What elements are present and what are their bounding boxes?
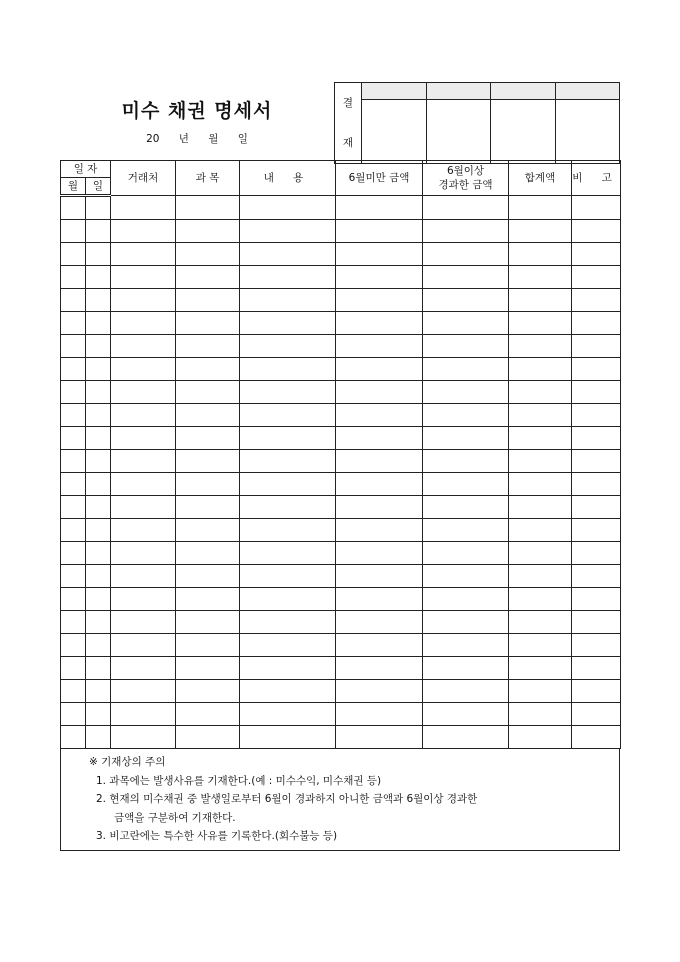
total-cell[interactable]	[509, 542, 572, 565]
content-cell[interactable]	[240, 565, 336, 588]
approval-title-cell[interactable]	[362, 83, 427, 100]
content-cell[interactable]	[240, 634, 336, 657]
table-row	[61, 611, 621, 634]
remarks-cell[interactable]	[572, 657, 621, 680]
remarks-cell[interactable]	[572, 703, 621, 726]
account-cell[interactable]	[176, 450, 240, 473]
table-row	[61, 588, 621, 611]
under-6-months-cell[interactable]	[336, 588, 423, 611]
customer-cell[interactable]	[111, 196, 176, 220]
account-cell[interactable]	[176, 266, 240, 289]
under-6-months-cell[interactable]	[336, 335, 423, 358]
account-cell[interactable]	[176, 473, 240, 496]
total-cell[interactable]	[509, 427, 572, 450]
over-6-months-cell[interactable]	[423, 289, 509, 312]
content-cell[interactable]	[240, 726, 336, 749]
content-cell[interactable]	[240, 657, 336, 680]
total-cell[interactable]	[509, 703, 572, 726]
total-cell[interactable]	[509, 473, 572, 496]
approval-sign-cell[interactable]	[426, 100, 491, 164]
month-cell[interactable]	[61, 634, 86, 657]
over-6-months-cell[interactable]	[423, 680, 509, 703]
under-6-months-cell[interactable]	[336, 266, 423, 289]
account-cell[interactable]	[176, 542, 240, 565]
remarks-cell[interactable]	[572, 680, 621, 703]
month-cell[interactable]	[61, 404, 86, 427]
remarks-cell[interactable]	[572, 358, 621, 381]
total-cell[interactable]	[509, 196, 572, 220]
table-body	[61, 196, 621, 749]
date-line: 20 년 월 일	[146, 133, 248, 145]
under-6-months-cell[interactable]	[336, 312, 423, 335]
customer-cell[interactable]	[111, 542, 176, 565]
month-cell[interactable]	[61, 381, 86, 404]
day-cell[interactable]	[86, 427, 111, 450]
over-6-months-cell[interactable]	[423, 519, 509, 542]
account-cell[interactable]	[176, 703, 240, 726]
content-cell[interactable]	[240, 703, 336, 726]
total-cell[interactable]	[509, 565, 572, 588]
under-6-months-cell[interactable]	[336, 657, 423, 680]
content-cell[interactable]	[240, 519, 336, 542]
under-6-months-cell[interactable]	[336, 519, 423, 542]
remarks-cell[interactable]	[572, 496, 621, 519]
content-cell[interactable]	[240, 680, 336, 703]
content-cell[interactable]	[240, 266, 336, 289]
over-6-months-cell[interactable]	[423, 588, 509, 611]
remarks-cell[interactable]	[572, 542, 621, 565]
customer-cell[interactable]	[111, 588, 176, 611]
remarks-cell[interactable]	[572, 404, 621, 427]
remarks-cell[interactable]	[572, 243, 621, 266]
customer-cell[interactable]	[111, 680, 176, 703]
under-6-months-cell[interactable]	[336, 634, 423, 657]
table-row	[61, 381, 621, 404]
table-row	[61, 542, 621, 565]
customer-cell[interactable]	[111, 496, 176, 519]
under-6-months-cell[interactable]	[336, 289, 423, 312]
document-header	[60, 82, 620, 160]
under-6-months-cell[interactable]	[336, 358, 423, 381]
over-6-months-cell[interactable]	[423, 427, 509, 450]
table-row	[61, 427, 621, 450]
month-cell[interactable]	[61, 657, 86, 680]
day-cell[interactable]	[86, 358, 111, 381]
account-cell[interactable]	[176, 358, 240, 381]
month-cell[interactable]	[61, 611, 86, 634]
account-cell[interactable]	[176, 289, 240, 312]
remarks-cell[interactable]	[572, 611, 621, 634]
under-6-months-cell[interactable]	[336, 703, 423, 726]
month-cell[interactable]	[61, 496, 86, 519]
content-cell[interactable]	[240, 196, 336, 220]
over-6-months-cell[interactable]	[423, 634, 509, 657]
note-item-2: 2. 현재의 미수채권 중 발생일로부터 6월이 경과하지 아니한 금액과 6월이상 경과한	[96, 793, 478, 805]
day-cell[interactable]	[86, 542, 111, 565]
customer-cell[interactable]	[111, 450, 176, 473]
remarks-cell[interactable]	[572, 335, 621, 358]
content-cell[interactable]	[240, 611, 336, 634]
content-cell[interactable]	[240, 381, 336, 404]
approval-sign-cell[interactable]	[491, 100, 556, 164]
content-cell[interactable]	[240, 404, 336, 427]
day-cell[interactable]	[86, 565, 111, 588]
header-total: 합계액	[509, 161, 572, 196]
over-6-months-cell[interactable]	[423, 381, 509, 404]
day-cell[interactable]	[86, 381, 111, 404]
month-cell[interactable]	[61, 565, 86, 588]
month-cell[interactable]	[61, 703, 86, 726]
customer-cell[interactable]	[111, 335, 176, 358]
day-cell[interactable]	[86, 220, 111, 243]
total-cell[interactable]	[509, 634, 572, 657]
remarks-cell[interactable]	[572, 289, 621, 312]
content-cell[interactable]	[240, 473, 336, 496]
customer-cell[interactable]	[111, 519, 176, 542]
remarks-cell[interactable]	[572, 726, 621, 749]
over-6-months-cell[interactable]	[423, 312, 509, 335]
header-date: 일 자	[61, 161, 111, 178]
header-account: 과 목	[176, 161, 240, 196]
day-cell[interactable]	[86, 266, 111, 289]
table-row	[61, 680, 621, 703]
content-cell[interactable]	[240, 542, 336, 565]
under-6-months-cell[interactable]	[336, 611, 423, 634]
over-6-months-cell[interactable]	[423, 473, 509, 496]
approval-label-top: 결	[342, 97, 354, 109]
total-cell[interactable]	[509, 519, 572, 542]
approval-title-cell[interactable]	[555, 83, 620, 100]
remarks-cell[interactable]	[572, 427, 621, 450]
table-row	[61, 703, 621, 726]
header-over-6-months-line1: 6월이상	[446, 165, 485, 177]
header-remarks: 비 고	[572, 161, 621, 196]
total-cell[interactable]	[509, 220, 572, 243]
month-cell[interactable]	[61, 335, 86, 358]
header-content: 내 용	[240, 161, 336, 196]
day-cell[interactable]	[86, 450, 111, 473]
remarks-cell[interactable]	[572, 450, 621, 473]
month-cell[interactable]	[61, 289, 86, 312]
day-cell[interactable]	[86, 496, 111, 519]
customer-cell[interactable]	[111, 657, 176, 680]
total-cell[interactable]	[509, 611, 572, 634]
month-cell[interactable]	[61, 312, 86, 335]
document-sheet	[60, 82, 620, 851]
over-6-months-cell[interactable]	[423, 404, 509, 427]
day-cell[interactable]	[86, 289, 111, 312]
account-cell[interactable]	[176, 243, 240, 266]
month-cell[interactable]	[61, 680, 86, 703]
under-6-months-cell[interactable]	[336, 473, 423, 496]
day-cell[interactable]	[86, 404, 111, 427]
header-month: 월	[61, 178, 86, 196]
month-cell[interactable]	[61, 243, 86, 266]
day-cell[interactable]	[86, 519, 111, 542]
table-row	[61, 335, 621, 358]
account-cell[interactable]	[176, 427, 240, 450]
receivables-table	[60, 160, 621, 749]
header-day: 일	[86, 178, 111, 196]
remarks-cell[interactable]	[572, 519, 621, 542]
under-6-months-cell[interactable]	[336, 381, 423, 404]
content-cell[interactable]	[240, 450, 336, 473]
table-row	[61, 358, 621, 381]
customer-cell[interactable]	[111, 726, 176, 749]
remarks-cell[interactable]	[572, 588, 621, 611]
under-6-months-cell[interactable]	[336, 565, 423, 588]
day-cell[interactable]	[86, 588, 111, 611]
total-cell[interactable]	[509, 450, 572, 473]
account-cell[interactable]	[176, 220, 240, 243]
total-cell[interactable]	[509, 335, 572, 358]
customer-cell[interactable]	[111, 427, 176, 450]
table-row	[61, 519, 621, 542]
table-row	[61, 565, 621, 588]
over-6-months-cell[interactable]	[423, 565, 509, 588]
note-item-3: 3. 비고란에는 특수한 사유를 기록한다.(회수불능 등)	[96, 830, 338, 842]
customer-cell[interactable]	[111, 611, 176, 634]
remarks-cell[interactable]	[572, 634, 621, 657]
under-6-months-cell[interactable]	[336, 427, 423, 450]
account-cell[interactable]	[176, 335, 240, 358]
content-cell[interactable]	[240, 220, 336, 243]
total-cell[interactable]	[509, 266, 572, 289]
document-title: 미수 채권 명세서	[121, 100, 273, 122]
table-row	[61, 312, 621, 335]
total-cell[interactable]	[509, 381, 572, 404]
remarks-cell[interactable]	[572, 473, 621, 496]
remarks-cell[interactable]	[572, 196, 621, 220]
over-6-months-cell[interactable]	[423, 611, 509, 634]
approval-title-cell[interactable]	[491, 83, 556, 100]
customer-cell[interactable]	[111, 381, 176, 404]
month-cell[interactable]	[61, 588, 86, 611]
remarks-cell[interactable]	[572, 565, 621, 588]
over-6-months-cell[interactable]	[423, 726, 509, 749]
table-row	[61, 634, 621, 657]
day-cell[interactable]	[86, 243, 111, 266]
approval-label	[335, 83, 362, 164]
over-6-months-cell[interactable]	[423, 196, 509, 220]
table-row	[61, 657, 621, 680]
content-cell[interactable]	[240, 358, 336, 381]
day-cell[interactable]	[86, 335, 111, 358]
approval-label-bottom: 재	[342, 137, 354, 149]
account-cell[interactable]	[176, 312, 240, 335]
customer-cell[interactable]	[111, 266, 176, 289]
under-6-months-cell[interactable]	[336, 680, 423, 703]
content-cell[interactable]	[240, 289, 336, 312]
over-6-months-cell[interactable]	[423, 657, 509, 680]
account-cell[interactable]	[176, 680, 240, 703]
header-over-6-months	[423, 161, 509, 196]
account-cell[interactable]	[176, 634, 240, 657]
day-cell[interactable]	[86, 473, 111, 496]
table-row	[61, 450, 621, 473]
total-cell[interactable]	[509, 657, 572, 680]
notes-heading: ※ 기재상의 주의	[89, 756, 166, 768]
under-6-months-cell[interactable]	[336, 196, 423, 220]
table-row	[61, 496, 621, 519]
account-cell[interactable]	[176, 726, 240, 749]
total-cell[interactable]	[509, 243, 572, 266]
under-6-months-cell[interactable]	[336, 220, 423, 243]
remarks-cell[interactable]	[572, 312, 621, 335]
customer-cell[interactable]	[111, 634, 176, 657]
table-row	[61, 266, 621, 289]
account-cell[interactable]	[176, 404, 240, 427]
note-item-2-continued: 금액을 구분하여 기재한다.	[114, 811, 236, 824]
approval-sign-cell[interactable]	[362, 100, 427, 164]
approval-sign-cell[interactable]	[555, 100, 620, 164]
account-cell[interactable]	[176, 657, 240, 680]
total-cell[interactable]	[509, 404, 572, 427]
under-6-months-cell[interactable]	[336, 496, 423, 519]
month-cell[interactable]	[61, 473, 86, 496]
under-6-months-cell[interactable]	[336, 450, 423, 473]
remarks-cell[interactable]	[572, 381, 621, 404]
day-cell[interactable]	[86, 726, 111, 749]
account-cell[interactable]	[176, 196, 240, 220]
customer-cell[interactable]	[111, 473, 176, 496]
total-cell[interactable]	[509, 588, 572, 611]
total-cell[interactable]	[509, 496, 572, 519]
content-cell[interactable]	[240, 335, 336, 358]
day-cell[interactable]	[86, 312, 111, 335]
account-cell[interactable]	[176, 496, 240, 519]
day-cell[interactable]	[86, 634, 111, 657]
month-cell[interactable]	[61, 358, 86, 381]
content-cell[interactable]	[240, 312, 336, 335]
month-cell[interactable]	[61, 266, 86, 289]
header-under-6-months: 6월미만 금액	[336, 161, 423, 196]
content-cell[interactable]	[240, 243, 336, 266]
note-item-1: 1. 과목에는 발생사유를 기재한다.(예 : 미수수익, 미수채권 등)	[96, 774, 382, 787]
total-cell[interactable]	[509, 726, 572, 749]
total-cell[interactable]	[509, 358, 572, 381]
customer-cell[interactable]	[111, 243, 176, 266]
under-6-months-cell[interactable]	[336, 243, 423, 266]
day-cell[interactable]	[86, 680, 111, 703]
account-cell[interactable]	[176, 381, 240, 404]
account-cell[interactable]	[176, 565, 240, 588]
over-6-months-cell[interactable]	[423, 703, 509, 726]
customer-cell[interactable]	[111, 289, 176, 312]
under-6-months-cell[interactable]	[336, 542, 423, 565]
table-row	[61, 473, 621, 496]
table-row	[61, 196, 621, 220]
over-6-months-cell[interactable]	[423, 335, 509, 358]
over-6-months-cell[interactable]	[423, 450, 509, 473]
over-6-months-cell[interactable]	[423, 220, 509, 243]
day-cell[interactable]	[86, 657, 111, 680]
account-cell[interactable]	[176, 519, 240, 542]
customer-cell[interactable]	[111, 220, 176, 243]
customer-cell[interactable]	[111, 358, 176, 381]
remarks-cell[interactable]	[572, 266, 621, 289]
table-row	[61, 404, 621, 427]
table-row	[61, 726, 621, 749]
total-cell[interactable]	[509, 289, 572, 312]
content-cell[interactable]	[240, 427, 336, 450]
content-cell[interactable]	[240, 496, 336, 519]
total-cell[interactable]	[509, 680, 572, 703]
month-cell[interactable]	[61, 220, 86, 243]
month-cell[interactable]	[61, 726, 86, 749]
month-cell[interactable]	[61, 519, 86, 542]
under-6-months-cell[interactable]	[336, 404, 423, 427]
under-6-months-cell[interactable]	[336, 726, 423, 749]
approval-box	[334, 82, 620, 164]
over-6-months-cell[interactable]	[423, 266, 509, 289]
over-6-months-cell[interactable]	[423, 496, 509, 519]
table-row	[61, 220, 621, 243]
table-row	[61, 243, 621, 266]
day-cell[interactable]	[86, 703, 111, 726]
month-cell[interactable]	[61, 427, 86, 450]
customer-cell[interactable]	[111, 565, 176, 588]
day-cell[interactable]	[86, 611, 111, 634]
remarks-cell[interactable]	[572, 220, 621, 243]
total-cell[interactable]	[509, 312, 572, 335]
header-customer: 거래처	[111, 161, 176, 196]
month-cell[interactable]	[61, 542, 86, 565]
month-cell[interactable]	[61, 450, 86, 473]
approval-title-cell[interactable]	[426, 83, 491, 100]
day-cell[interactable]	[86, 196, 111, 220]
notes-section	[60, 749, 620, 851]
content-cell[interactable]	[240, 588, 336, 611]
customer-cell[interactable]	[111, 404, 176, 427]
over-6-months-cell[interactable]	[423, 358, 509, 381]
month-cell[interactable]	[61, 196, 86, 220]
over-6-months-cell[interactable]	[423, 542, 509, 565]
over-6-months-cell[interactable]	[423, 243, 509, 266]
customer-cell[interactable]	[111, 312, 176, 335]
customer-cell[interactable]	[111, 703, 176, 726]
account-cell[interactable]	[176, 611, 240, 634]
account-cell[interactable]	[176, 588, 240, 611]
table-row	[61, 289, 621, 312]
header-over-6-months-line2: 경과한 금액	[438, 179, 493, 191]
